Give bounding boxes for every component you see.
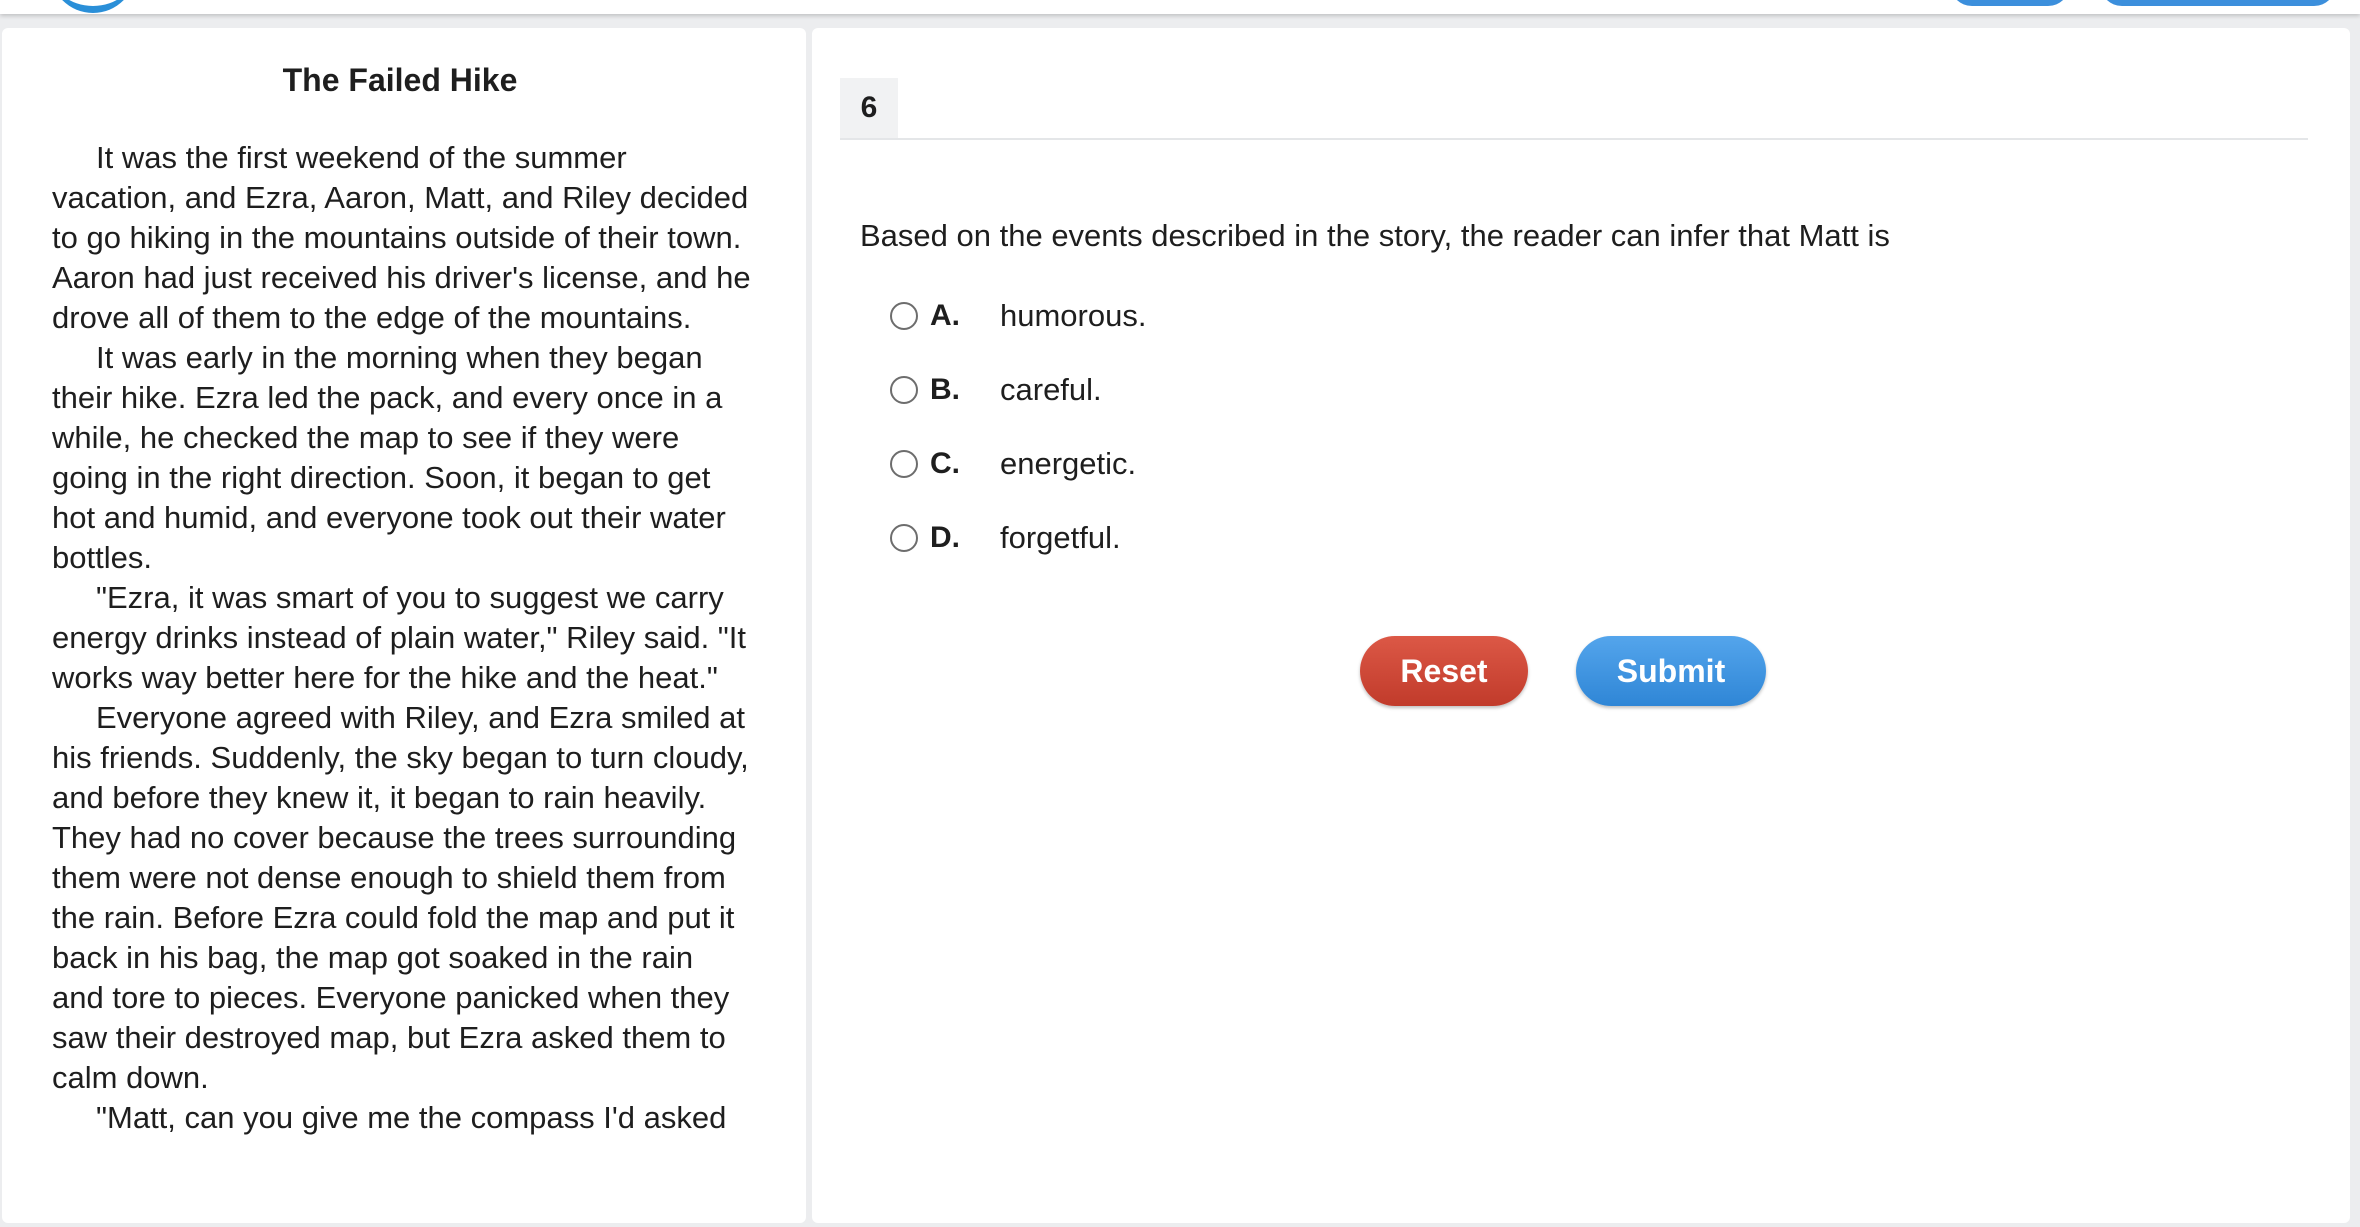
passage-panel <box>2 28 806 1223</box>
option-text: careful. <box>1000 372 1102 407</box>
option-text: energetic. <box>1000 446 1137 481</box>
option-text: humorous. <box>1000 298 1147 333</box>
answer-option-c[interactable] <box>890 444 1136 484</box>
passage-paragraph: "Ezra, it was smart of you to suggest we carry energy drinks instead of plain water," Riley said. "It works way better here for the hike and the heat." <box>52 580 747 695</box>
passage-paragraph: It was early in the morning when they began their hike. Ezra led the pack, and every once in a while, he checked the map to see if they were going in the right direction. Soon, it began to get hot and humid, and everyone took out their water bottles. <box>52 340 726 575</box>
option-letter: D. <box>930 521 960 554</box>
radio-button-icon[interactable] <box>890 524 918 552</box>
header-button-wide[interactable] <box>2100 0 2336 6</box>
option-letter: C. <box>930 447 960 480</box>
option-text: forgetful. <box>1000 520 1121 555</box>
question-stem: Based on the events described in the story, the reader can infer that Matt is <box>860 218 1890 253</box>
top-header-bar <box>0 0 2360 14</box>
passage-paragraph: Everyone agreed with Riley, and Ezra smiled at his friends. Suddenly, the sky began to turn cloudy, and before they knew it, it began to rain heavily. They had no cover because the trees surrounding them were not dense enough to shield them from the rain. Before Ezra could fold the map and put it back in his bag, the map got soaked in the rain and tore to pieces. Everyone panicked when they saw their destroyed map, but Ezra asked them to calm down. <box>52 700 749 1095</box>
question-number-row <box>840 78 2308 140</box>
radio-button-icon[interactable] <box>890 302 918 330</box>
answer-option-b[interactable] <box>890 370 1102 410</box>
passage-title: The Failed Hike <box>282 62 518 98</box>
question-number: 6 <box>840 78 898 138</box>
passage-paragraph: "Matt, can you give me the compass I'd asked <box>96 1100 727 1135</box>
passage-paragraph: It was the first weekend of the summer vacation, and Ezra, Aaron, Matt, and Riley decided to go hiking in the mountains outside of their town. Aaron had just received his driver's license, and he drove all of them to the edge of the mountains. <box>52 140 751 335</box>
option-letter: A. <box>930 299 960 332</box>
header-button[interactable] <box>1950 0 2070 6</box>
answer-option-d[interactable] <box>890 518 1121 558</box>
submit-button[interactable]: Submit <box>1576 636 1766 706</box>
passage-body <box>52 138 752 1138</box>
radio-button-icon[interactable] <box>890 376 918 404</box>
reset-button[interactable]: Reset <box>1360 636 1528 706</box>
answer-option-a[interactable] <box>890 296 1146 336</box>
radio-button-icon[interactable] <box>890 450 918 478</box>
option-letter: B. <box>930 373 960 406</box>
question-panel <box>812 28 2350 1223</box>
logo <box>50 0 136 13</box>
